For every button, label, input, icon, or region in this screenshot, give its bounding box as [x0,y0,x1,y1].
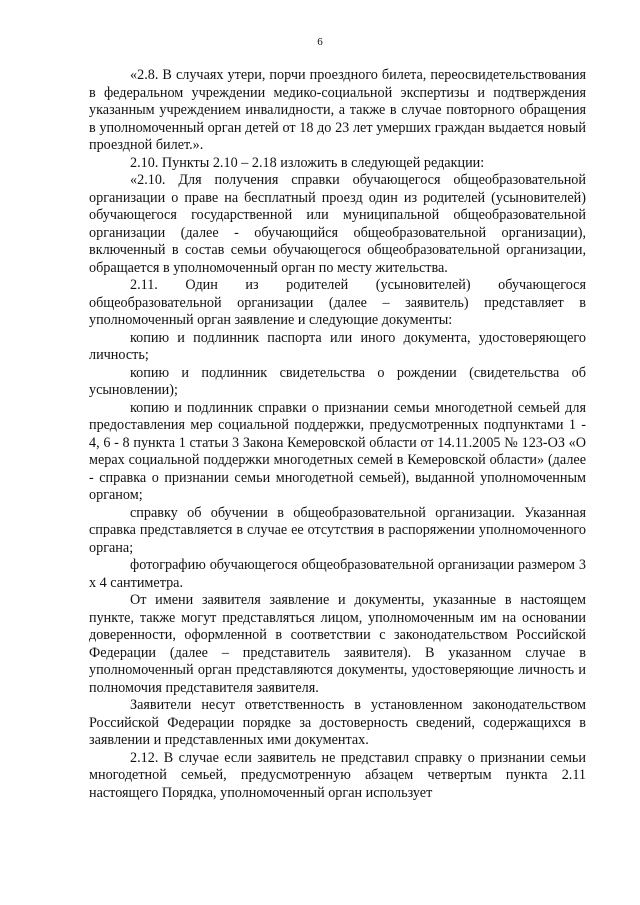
page-number: 6 [317,36,323,48]
paragraph: 2.10. Пункты 2.10 – 2.18 изложить в следующей редакции: [130,154,485,171]
paragraph: справку об обучении в общеобразовательной организации. Указанная справка представляется в случае ее отсутствия в распоряжении уполномоченного органа; [89,504,586,556]
paragraph: Заявители несут ответственность в установленном законодательством Российской Федерации порядке за достоверность сведений, содержащихся в заявлении и представленных ими документах. [89,697,586,748]
paragraph: «2.10. Для получения справки обучающегося общеобразовательной организации о праве на бесплатный проезд один из родителей (усыновителей) обучающегося государственной или муниципальной общеобразовательной организации (далее - обучающийся общеобразовательной организации), включенный в состав семьи обучающегося общеобразовательной организации, обращается в уполномоченный орган по месту жительства. [89,172,586,276]
document-body [89,67,586,802]
paragraph: «2.8. В случаях утери, порчи проездного билета, переосвидетельствования в федеральном учреждении медико-социальной экспертизы и подтверждения указанным учреждением инвалидности, а также в случае повторного обращения в уполномоченный орган детей от 18 до 23 лет умерших граждан выдается новый проездной билет.». [89,67,586,153]
paragraph: копию и подлинник свидетельства о рождении (свидетельства об усыновлении); [89,364,586,398]
paragraph: копию и подлинник паспорта или иного документа, удостоверяющего личность; [89,329,586,363]
paragraph: копию и подлинник справки о признании семьи многодетной семьей для предоставления мер социальной поддержки, предусмотренных подпунктами 1 - 4, 6 - 8 пункта 1 статьи 3 Закона Кемеровской области от 14.11.2005 № 123-ОЗ «О мерах социальной поддержки многодетных семей в Кемеровской области» (далее - справка о признании семьи многодетной семьей), выданной уполномоченным органом; [89,399,586,503]
paragraph: От имени заявителя заявление и документы, указанные в настоящем пункте, также могут представляться лицом, уполномоченным им на основании доверенности, оформленной в соответствии с законодательством Российской Федерации (далее – представитель заявителя). В указанном случае в уполномоченный орган представляются документы, удостоверяющие личность и полномочия представителя заявителя. [89,592,586,696]
paragraph: 2.11. Один из родителей (усыновителей) обучающегося общеобразовательной организации (далее – заявитель) представляет в уполномоченный орган заявление и следующие документы: [89,277,586,328]
paragraph: 2.12. В случае если заявитель не представил справку о признании семьи многодетной семьей, предусмотренную абзацем четвертым пункта 2.11 настоящего Порядка, уполномоченный орган использует [89,749,586,801]
paragraph: фотографию обучающегося общеобразовательной организации размером 3 х 4 сантиметра. [89,557,586,591]
